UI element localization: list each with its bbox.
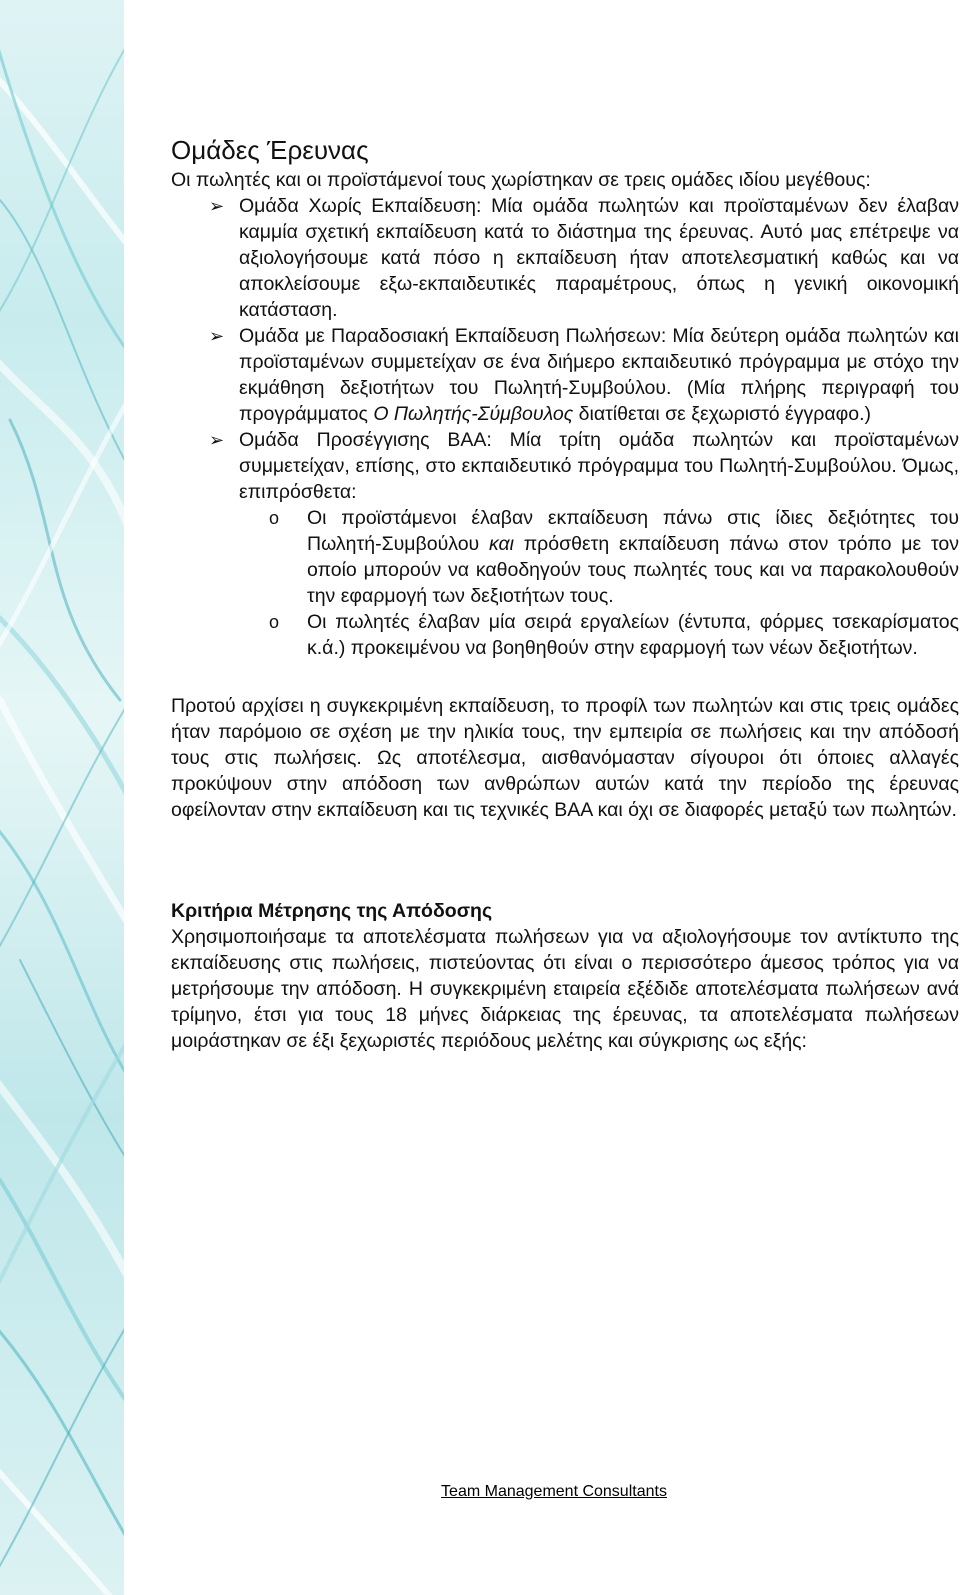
list-item <box>269 505 959 609</box>
list-item <box>209 323 959 427</box>
section-title-performance-criteria: Κριτήρια Μέτρησης της Απόδοσης <box>171 900 493 922</box>
arrow-bullet-icon: ➢ <box>209 326 225 346</box>
spacer <box>171 823 959 898</box>
circle-bullet-icon: o <box>269 612 280 632</box>
document-body <box>171 135 959 1054</box>
outro-paragraph: Προτού αρχίσει η συγκεκριμένη εκπαίδευση, το προφίλ των πωλητών και στις τρεις ομάδες ήταν παρόμοιο σε σχέση με την ηλικία τους, την εμπειρία σε πωλήσεις και την απόδοσή τους στις πωλήσεις. Ως αποτέλεσμα, αισθανόμασταν σίγουροι ότι όποιες αλλαγές προκύψουν στην απόδοση των ανθρώπων αυτών κατά την περίοδο της έρευνας οφείλονταν στην εκπαίδευση και τις τεχνικές ΒΑΑ και όχι σε διαφορές μεταξύ των πωλητών. <box>171 695 959 821</box>
research-groups-list <box>171 193 959 661</box>
decorative-side-artwork <box>0 0 124 1595</box>
subitem-italic-word: και <box>488 533 514 555</box>
performance-criteria-paragraph: Χρησιμοποιήσαμε τα αποτελέσματα πωλήσεων για να αξιολογήσουμε τον αντίκτυπο της εκπαίδευσης στις πωλήσεις, πιστεύοντας ότι είναι ο περισσότερο άμεσος τρόπος για να μετρήσουμε την απόδοση. Η συγκεκριμένη εταιρεία εξέδιδε αποτελέσματα πωλήσεων ανά τρίμηνο, έτσι για τους 18 μήνες διάρκειας της έρευνας, τα αποτελέσματα πωλήσεων μοιράστηκαν σε έξι ξεχωριστές περιόδους μελέτης και σύγκρισης ως εξής: <box>171 926 959 1052</box>
footer-company-name: Team Management Consultants <box>441 1483 667 1500</box>
list-item <box>269 609 959 661</box>
arrow-bullet-icon: ➢ <box>209 196 225 216</box>
group-traditional-text-end: διατίθεται σε ξεχωριστό έγγραφο.) <box>573 403 872 425</box>
subitem-managers-text-end: πρόσθετη εκπαίδευση πάνω στον τρόπο με τον οποίο μπορούν να καθοδηγούν τους πωλητές τους και να παρακολουθούν την εφαρμογή των δεξιοτήτων τους. <box>307 533 959 607</box>
group-traditional-text: Ομάδα με Παραδοσιακή Εκπαίδευση Πωλήσεων: Μία δεύτερη ομάδα πωλητών και προϊσταμένων συμμετείχαν σε ένα διήμερο εκπαιδευτικό πρόγραμμα με στόχο την εκμάθηση δεξιοτήτων του Πωλητή-Συμβούλου. (Μία πλήρης περιγραφή του προγράμματος <box>239 325 959 425</box>
section-title-research-groups: Ομάδες Έρευνας <box>171 135 369 165</box>
spacer <box>171 661 959 693</box>
subitem-salespeople-text: Οι πωλητές έλαβαν μία σειρά εργαλείων (έντυπα, φόρμες τσεκαρίσματος κ.ά.) προκειμένου να βοηθηθούν στην εφαρμογή των νέων δεξιοτήτων. <box>307 611 959 659</box>
group-baa-text: Ομάδα Προσέγγισης ΒΑΑ: Μία τρίτη ομάδα πωλητών και προϊσταμένων συμμετείχαν, επίσης, στο εκπαιδευτικό πρόγραμμα του Πωλητή-Συμβούλου. Όμως, επιπρόσθετα: <box>239 429 959 503</box>
baa-subitems-list <box>239 505 959 661</box>
intro-paragraph: Οι πωλητές και οι προϊστάμενοί τους χωρίστηκαν σε τρεις ομάδες ιδίου μεγέθους: <box>171 169 871 191</box>
arrow-bullet-icon: ➢ <box>209 430 225 450</box>
list-item <box>209 193 959 323</box>
group-no-training-text: Ομάδα Χωρίς Εκπαίδευση: Μία ομάδα πωλητών και προϊσταμένων δεν έλαβαν καμμία σχετική εκπαίδευση κατά το διάστημα της έρευνας. Αυτό μας επέτρεψε να αξιολογήσουμε κατά πόσο η εκπαίδευση ήταν αποτελεσματική καθώς και να αποκλείσουμε εξω-εκπαιδευτικές παραμέτρους, όπως η γενική οικονομική κατάσταση. <box>239 195 959 321</box>
circle-bullet-icon: o <box>269 508 280 528</box>
subitem-managers-text: Οι προϊστάμενοι έλαβαν εκπαίδευση πάνω στις ίδιες δεξιότητες του Πωλητή-Συμβούλου <box>307 507 959 555</box>
list-item <box>209 427 959 661</box>
program-title-italic: Ο Πωλητής-Σύμβουλος <box>373 403 574 425</box>
